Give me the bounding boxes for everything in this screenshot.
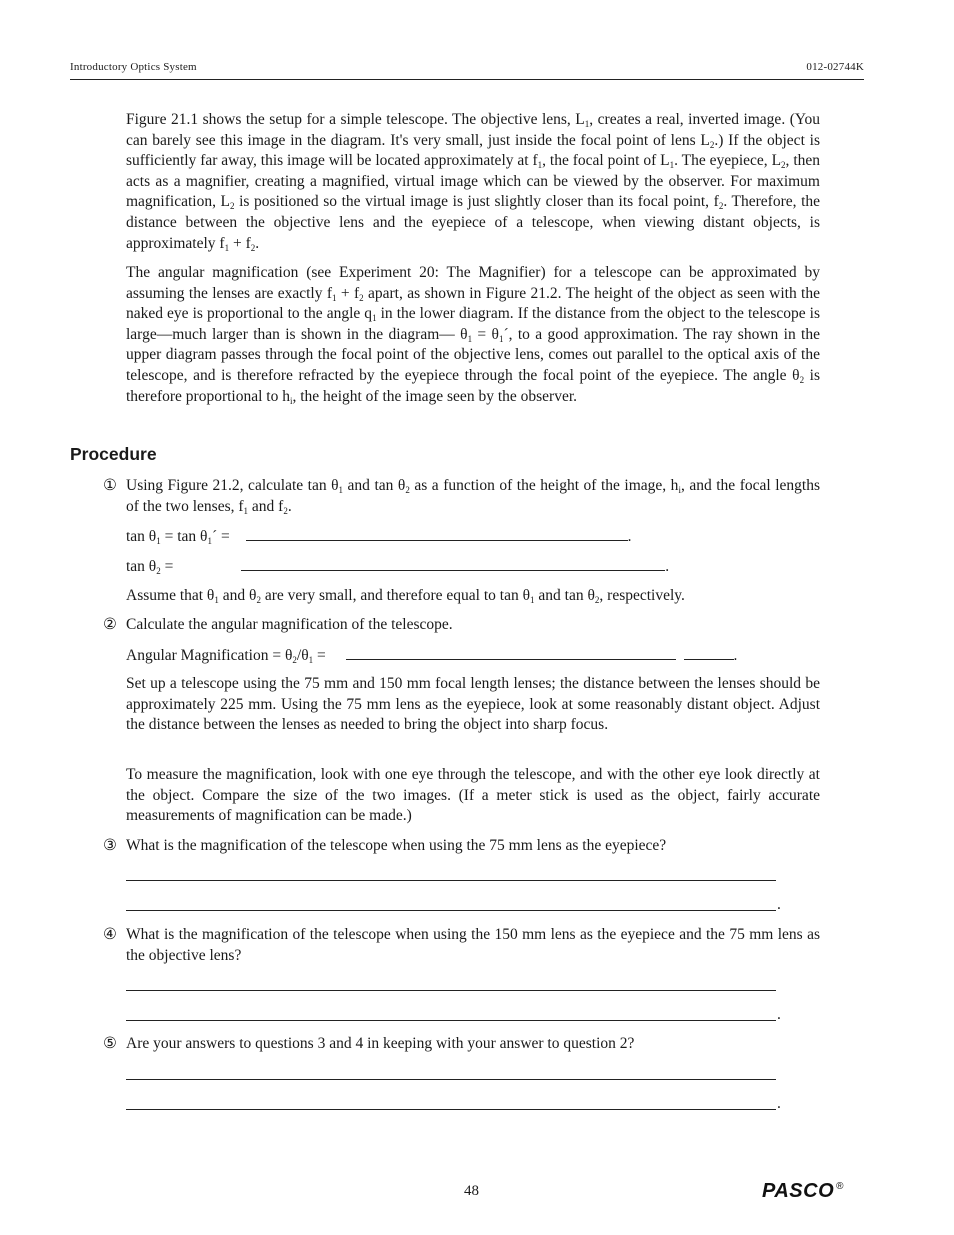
subscript: 2 [718, 201, 724, 212]
text-run: /θ [296, 647, 309, 664]
subscript: 1 [530, 595, 535, 605]
text-run: = [160, 558, 174, 575]
subscript: 1 [308, 655, 314, 665]
small-angle-note [126, 586, 820, 607]
text-run: ´, to a good approximation. The ray shown in the upper diagram passes through the focal point of the objective lens, comes out parallel to the optical axis of the telescope, and is therefore refracted by the eyepiece through the focal point of the eyepiece. The angle θ [126, 325, 820, 384]
subscript: 1 [537, 160, 543, 171]
text-run: and tan θ [343, 477, 406, 494]
text-run: Figure 21.1 shows the setup for a simple telescope. The objective lens, L [126, 111, 585, 128]
header-doc-number: 012-02744K [806, 61, 864, 73]
step-4-answer-line-2[interactable] [126, 1020, 776, 1021]
text-run: and θ [218, 587, 257, 604]
intro-paragraph-2 [126, 263, 820, 407]
subscript: 1 [669, 160, 675, 171]
telescope-setup-instructions: Set up a telescope using the 75 mm and 150 mm focal length lenses; the distance between the lenses should be approximately 225 mm. Using the 75 mm lens as the eyepiece, look at some reasonably distant object. Adjust the distance between the lenses as needed to bring the object into sharp focus. [126, 675, 820, 734]
text-run: The angular magnification (see Experiment 20: The Magnifier) for a telescope can be approximated by assuming the lenses are exactly f [126, 264, 820, 302]
subscript: 2 [256, 595, 261, 605]
step-1-number: ① [103, 477, 117, 494]
tan-theta1-answer-blank[interactable] [246, 526, 628, 541]
text-run: = tan θ [160, 528, 208, 545]
subscript: i [678, 485, 681, 495]
text-run: as a function of the height of the image, h [409, 477, 679, 494]
text-run: apart, as shown in Figure 21.2. The height of the object as seen with the naked eye is proportional to the angle q [126, 284, 820, 323]
text-run: , the focal point of L [542, 152, 670, 170]
text-run: + f [229, 234, 251, 252]
text-run: in the lower diagram. If the distance from the object to the telescope is large—much larger than is shown in the diagram— θ [126, 305, 821, 343]
text-run: . [287, 497, 292, 515]
text-run: tan θ [126, 558, 157, 575]
page-number: 48 [464, 1183, 479, 1199]
text-run: is therefore proportional to h [126, 366, 820, 405]
subscript: 1 [156, 536, 161, 546]
text-run: and f [248, 497, 284, 515]
text-run: Assume that θ [126, 587, 215, 604]
text-run: and tan θ [534, 587, 595, 604]
angular-magnification-equation: Angular Magnification = $\theta_2/\theta_1$ = . [126, 647, 738, 665]
measurement-instructions: To measure the magnification, look with one eye through the telescope, and with the other eye look directly at the object. Compare the size of the two images. (If a meter stick is used as the object, fairly accurate measurements of magnification can be made.) [126, 766, 820, 825]
step-4-number: ④ [103, 926, 117, 943]
text-run: = [313, 647, 326, 664]
text-run: .) If the object is sufficiently far away, this image will be located approximately at f [126, 131, 820, 170]
subscript: 2 [594, 595, 600, 605]
step-3-number: ③ [103, 837, 117, 854]
intro-paragraph-1 [126, 110, 820, 254]
step-2-text: Calculate the angular magnification of the telescope. [126, 616, 453, 633]
header-title: Introductory Optics System [70, 61, 197, 73]
pasco-logo [762, 1180, 844, 1203]
text-run: are very small, and therefore equal to tan θ [260, 587, 531, 604]
subscript: 2 [250, 242, 256, 253]
step-5-answer-line-2[interactable] [126, 1109, 776, 1110]
procedure-heading: Procedure [70, 444, 157, 464]
subscript: 2 [230, 201, 235, 212]
step-5-question: Are your answers to questions 3 and 4 in keeping with your answer to question 2? [126, 1035, 635, 1052]
subscript: 1 [372, 313, 377, 324]
angular-magnification-units-blank[interactable] [684, 645, 734, 660]
subscript: 2 [359, 292, 364, 303]
step-4-question: What is the magnification of the telescope when using the 150 mm lens as the eyepiece and the 75 mm lens as the objective lens? [126, 926, 820, 964]
subscript: 1 [207, 536, 212, 546]
subscript: 1 [467, 333, 473, 344]
tan-theta1-equation: $\tan \theta_1 = \tan$ $\theta_1´$ = . [126, 528, 632, 546]
tan-theta2-label [126, 558, 173, 575]
step-3-question: What is the magnification of the telescope when using the 75 mm lens as the eyepiece? [126, 837, 667, 854]
subscript: 1 [243, 505, 249, 516]
running-header [70, 59, 864, 80]
text-run: = θ [472, 325, 499, 343]
tan-theta2-equation: $\tan \theta_2$ = . [126, 558, 670, 576]
text-run: , then acts as a magnifier, creating a magnified, virtual image which can be viewed by the observer. For maximum magnification, L [126, 152, 820, 211]
text-run: , creates a real, inverted image. (You can barely see this image in the diagram. It's very small, just inside the focal point of lens L [126, 111, 820, 149]
angular-magnification-answer-blank[interactable] [346, 645, 676, 660]
step-2-number: ② [103, 616, 117, 633]
text-run: is positioned so the virtual image is just slightly closer than its focal point, f [234, 193, 719, 211]
subscript: 2 [283, 505, 288, 516]
subscript: 1 [214, 595, 219, 605]
text-run: tan θ [126, 528, 157, 545]
step-1-text [126, 476, 820, 517]
step-5-number: ⑤ [103, 1035, 117, 1052]
subscript: i [289, 395, 293, 406]
subscript: 2 [709, 139, 715, 150]
text-run: Using Figure 21.2, calculate tan θ [126, 477, 339, 494]
text-run: , respectively. [599, 587, 685, 604]
text-run: . The eyepiece, L [674, 152, 782, 170]
subscript: 2 [781, 160, 786, 171]
text-run: ´ = [211, 528, 230, 545]
subscript: 1 [584, 119, 590, 129]
text-run: , and the focal lengths of the two lenses, f [126, 477, 820, 515]
text-run: . Therefore, the distance between the objective lens and the eyepiece of a telescope, when viewing distant objects, is approximately f [126, 193, 821, 252]
subscript: 1 [224, 242, 230, 253]
step-5-answer-line-1[interactable] [126, 1079, 776, 1080]
text-run: , the height of the image seen by the observer. [292, 387, 578, 405]
subscript: 1 [332, 292, 337, 303]
subscript: 2 [799, 374, 805, 385]
text-run: + f [336, 284, 360, 302]
subscript: 2 [292, 655, 297, 665]
tan-theta1-label [126, 528, 230, 545]
pasco-logo-text: PASCO [762, 1180, 835, 1202]
text-run: . [255, 234, 260, 252]
subscript: 1 [498, 333, 504, 344]
subscript: 2 [405, 485, 410, 495]
step-3-answer-line-2[interactable] [126, 910, 776, 911]
text-run: Angular Magnification = θ [126, 647, 293, 664]
tan-theta2-answer-blank[interactable] [241, 556, 665, 571]
step-4-answer-line-1[interactable] [126, 990, 776, 991]
angular-magnification-label [126, 647, 326, 664]
subscript: 1 [338, 485, 344, 495]
step-3-answer-line-1[interactable] [126, 880, 776, 881]
subscript: 2 [156, 566, 161, 576]
registered-mark: ® [836, 1181, 845, 1192]
